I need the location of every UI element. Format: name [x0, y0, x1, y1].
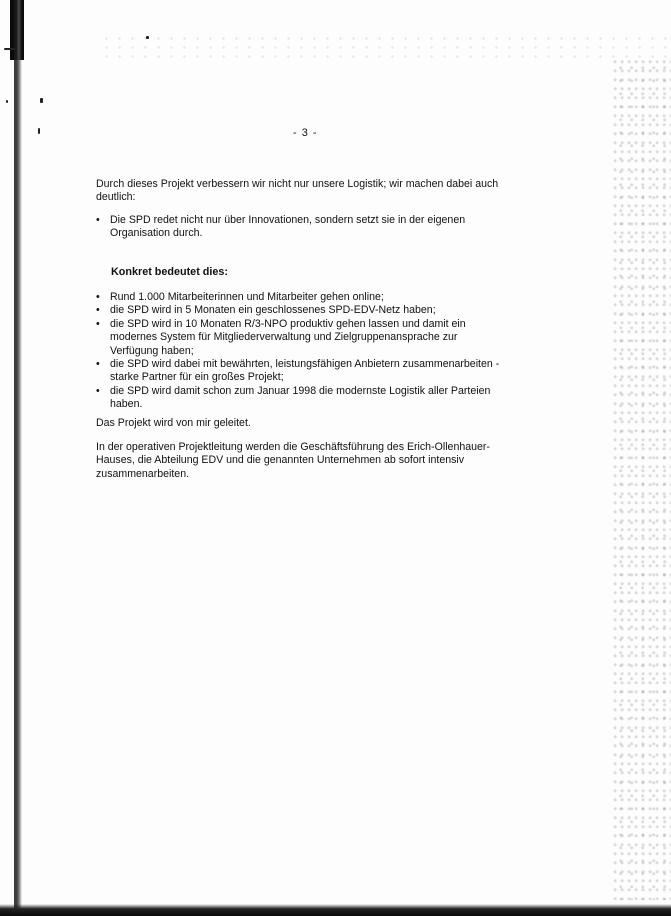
list-item: • Rund 1.000 Mitarbeiterinnen und Mitarbeiter gehen online; — [96, 291, 506, 304]
scan-artifact-left-edge — [14, 0, 22, 916]
list-item: • die SPD wird in 5 Monaten ein geschlossenes SPD-EDV-Netz haben; — [96, 304, 506, 317]
scan-artifact-bottom-edge — [0, 904, 671, 916]
section-heading: Konkret bedeutet dies: — [111, 266, 228, 278]
intro-paragraph: Durch dieses Projekt verbessern wir nicht nur unsere Logistik; wir machen dabei auch deutlich: — [96, 178, 499, 204]
scan-artifact-top-noise — [100, 34, 671, 62]
scan-speck — [38, 128, 40, 134]
page-number: - 3 - — [293, 127, 318, 139]
closing-sentence: Das Projekt wird von mir geleitet. — [96, 417, 251, 429]
list-item: • die SPD wird dabei mit bewährten, leistungsfähigen Anbietern zusammenarbeiten - starke Partner für ein großes Projekt; — [96, 358, 506, 385]
list-item: • Die SPD redet nicht nur über Innovationen, sondern setzt sie in der eigenen Organisation durch. — [96, 214, 506, 241]
list-item: • die SPD wird in 10 Monaten R/3-NPO produktiv gehen lassen und damit ein modernes System für Mitgliederverwaltung und Zielgruppenansprache zur Verfügung haben; — [96, 318, 506, 358]
scan-speck — [146, 36, 149, 39]
bullet-list-details — [96, 291, 506, 412]
list-item: • die SPD wird damit schon zum Januar 1998 die modernste Logistik aller Parteien haben. — [96, 385, 506, 412]
scan-artifact-right-noise — [613, 60, 671, 900]
scan-speck — [6, 100, 8, 103]
final-paragraph: In der operativen Projektleitung werden die Geschäftsführung des Erich-Ollenhauer-Hauses, die Abteilung EDV und die genannten Unternehmen ab sofort intensiv zusammenarbeiten. — [96, 441, 490, 480]
scan-speck — [40, 98, 43, 103]
scan-speck — [4, 48, 16, 50]
bullet-list-statement — [96, 214, 506, 241]
